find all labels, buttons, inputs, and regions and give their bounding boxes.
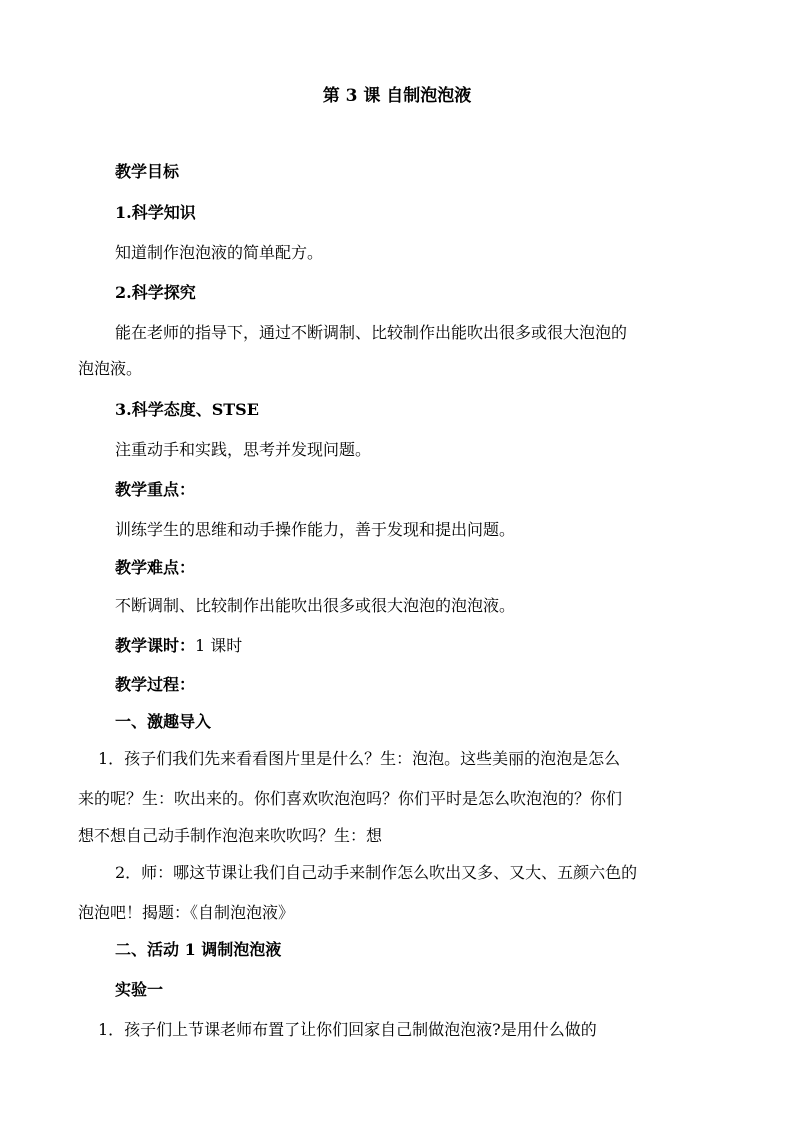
section-heading-teaching-goals: 教学目标 bbox=[115, 162, 180, 181]
section-heading-introduction: 一、激趣导入 bbox=[115, 712, 212, 731]
section-heading-difficult-points: 教学难点： bbox=[115, 558, 196, 577]
section-heading-activity-1: 二、活动 1 调制泡泡液 bbox=[115, 940, 282, 959]
paragraph-text: 1．孩子们我们先来看看图片里是什么？生：泡泡。这些美丽的泡泡是怎么 bbox=[98, 749, 621, 768]
subheading-science-attitude: 3.科学态度、STSE bbox=[115, 400, 259, 419]
section-heading-teaching-process: 教学过程： bbox=[115, 675, 196, 694]
page-title: 第 3 课 自制泡泡液 bbox=[322, 86, 472, 106]
paragraph-text: 2．师：哪这节课让我们自己动手来制作怎么吹出又多、又大、五颜六色的 bbox=[115, 863, 638, 882]
section-heading-key-points: 教学重点： bbox=[115, 480, 196, 499]
paragraph-text: 1．孩子们上节课老师布置了让你们回家自己制做泡泡液?是用什么做的 bbox=[98, 1020, 597, 1039]
paragraph-text: 注重动手和实践，思考并发现问题。 bbox=[115, 440, 372, 459]
paragraph-text: 想不想自己动手制作泡泡来吹吹吗？生：想 bbox=[78, 826, 383, 845]
class-hours-label: 教学课时： bbox=[115, 636, 196, 655]
paragraph-text: 训练学生的思维和动手操作能力，善于发现和提出问题。 bbox=[115, 520, 516, 539]
class-hours-line bbox=[115, 634, 725, 658]
paragraph-text: 知道制作泡泡液的简单配方。 bbox=[115, 243, 324, 262]
subheading-experiment-1: 实验一 bbox=[115, 980, 164, 999]
class-hours-value: 1 课时 bbox=[195, 636, 243, 655]
subheading-science-knowledge: 1.科学知识 bbox=[115, 203, 196, 222]
paragraph-text: 泡泡吧！揭题：《自制泡泡液》 bbox=[78, 903, 295, 922]
paragraph-text: 泡泡液。 bbox=[78, 359, 143, 378]
subheading-science-inquiry: 2.科学探究 bbox=[115, 283, 196, 302]
paragraph-text: 来的呢？生：吹出来的。你们喜欢吹泡泡吗？你们平时是怎么吹泡泡的？你们 bbox=[78, 789, 623, 808]
paragraph-text: 能在老师的指导下，通过不断调制、比较制作出能吹出很多或很大泡泡的 bbox=[115, 323, 628, 342]
paragraph-text: 不断调制、比较制作出能吹出很多或很大泡泡的泡泡液。 bbox=[115, 596, 516, 615]
